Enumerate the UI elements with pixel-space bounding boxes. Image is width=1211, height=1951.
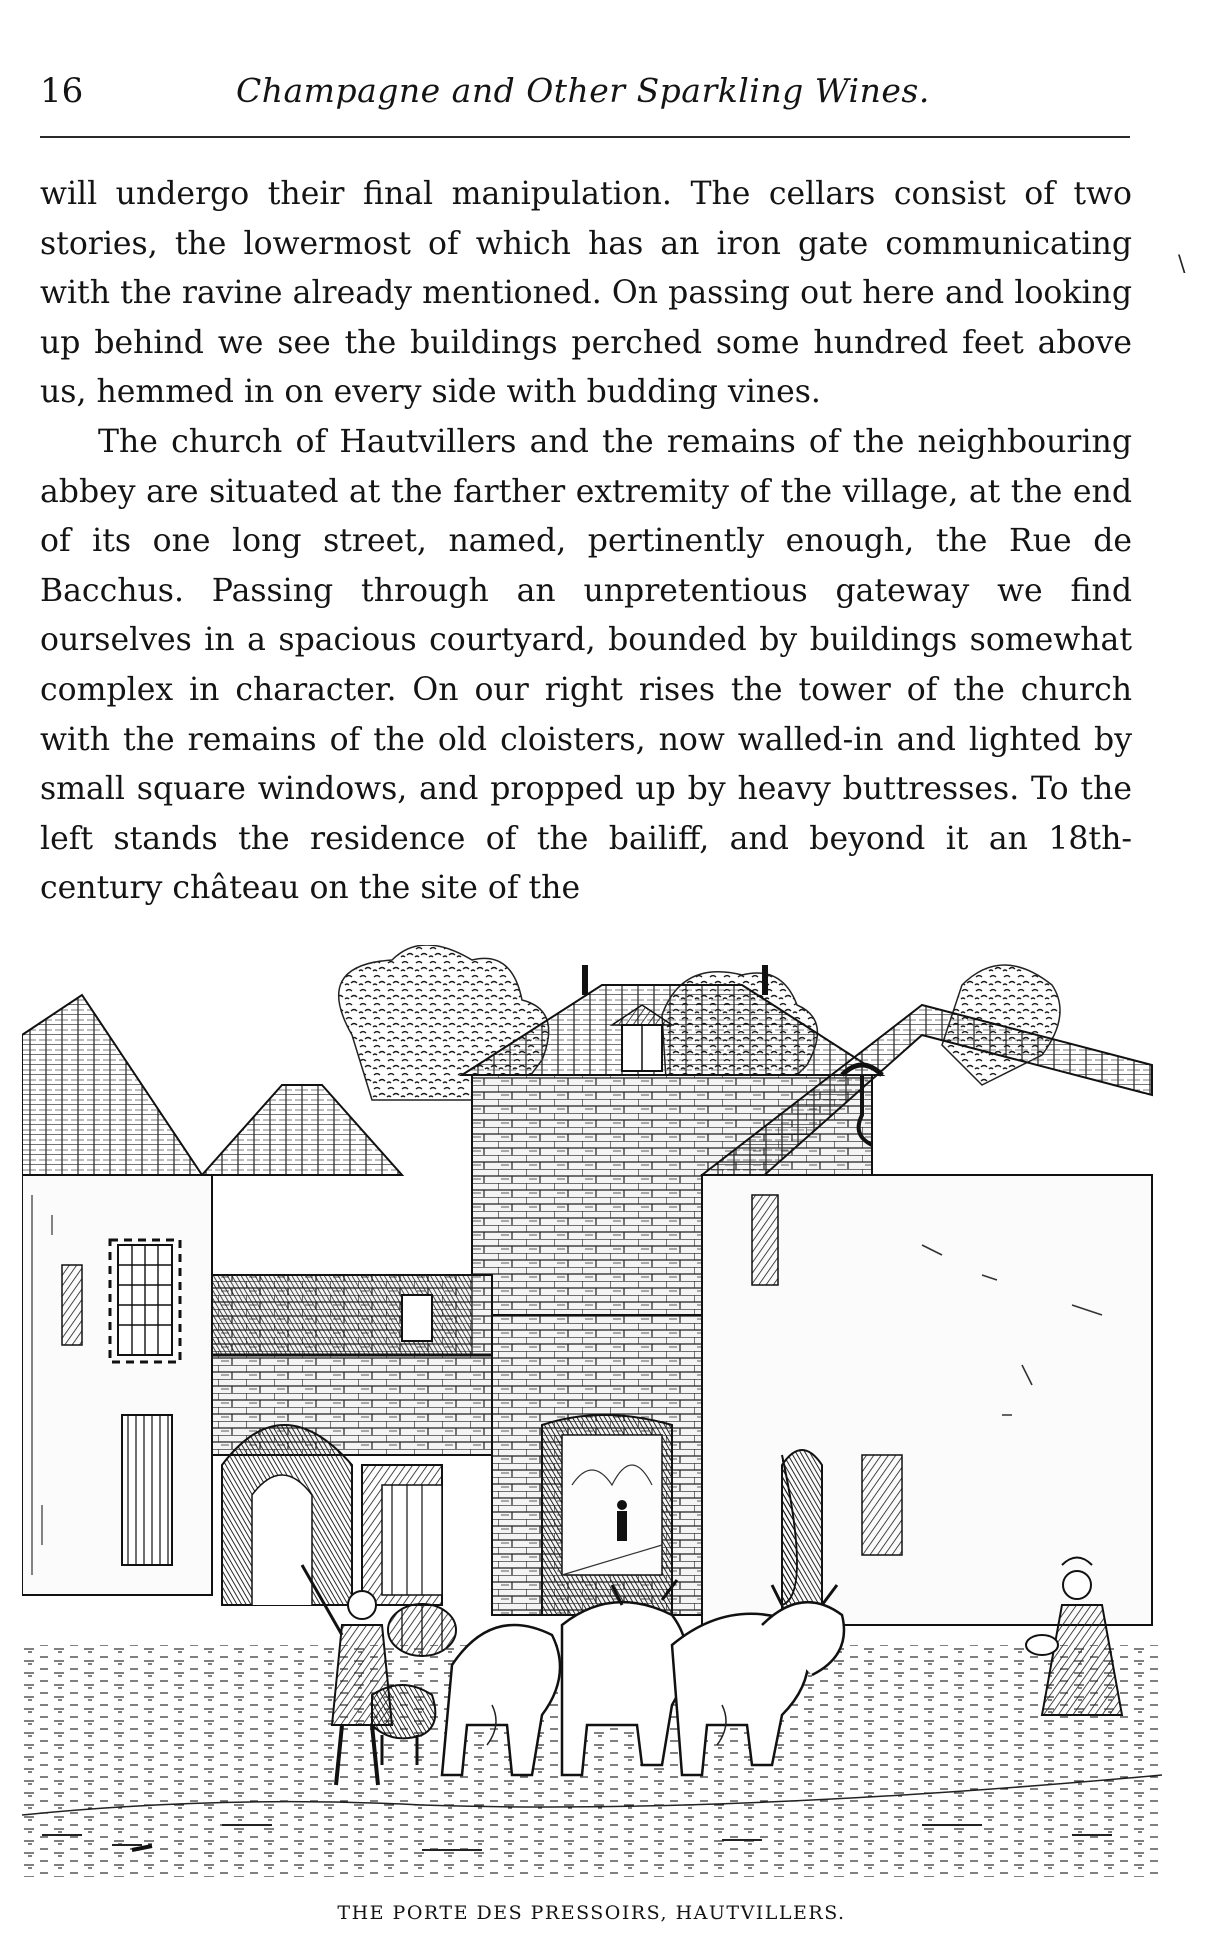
engraving-svg — [22, 945, 1162, 1877]
engraving-illustration — [22, 945, 1162, 1877]
page-number: 16 — [40, 71, 84, 111]
stray-ink-mark: \ — [1178, 252, 1186, 277]
gallery-building — [212, 1275, 492, 1605]
running-head: Champagne and Other Sparkling Wines. — [236, 71, 930, 110]
gateway-arch — [492, 1315, 702, 1615]
header-rule — [40, 136, 1130, 138]
page-header — [40, 68, 1130, 118]
illustration-caption — [0, 1900, 1211, 1926]
body-text — [40, 170, 1132, 914]
paragraph-1: will undergo their final manipulation. The cellars consist of two stories, the lowermost of which has an iron gate communicating with the ravine already mentioned. On passing out here and looking up behind we see the buildings perched some hundred feet above us, hemmed in on every side with budding vines. — [40, 176, 1132, 411]
distant-figure — [617, 1500, 627, 1541]
caption-text: THE PORTE DES PRESSOIRS, HAUTVILLERS. — [337, 1902, 846, 1924]
paragraph-2: The church of Hautvillers and the remains of the neighbouring abbey are situated at the farther extremity of the village, at the end of its one long street, named, pertinently enough, the Rue de Bacchus. Passing through an unpretentious gateway we find ourselves in a spacious courtyard, bounded by buildings somewhat complex in character. On our right rises the tower of the church with the remains of the old cloisters, now walled-in and lighted by small square windows, and propped up by heavy buttresses. To the left stands the residence of the bailiff, and beyond it an 18th-century château on the site of the — [40, 423, 1132, 907]
